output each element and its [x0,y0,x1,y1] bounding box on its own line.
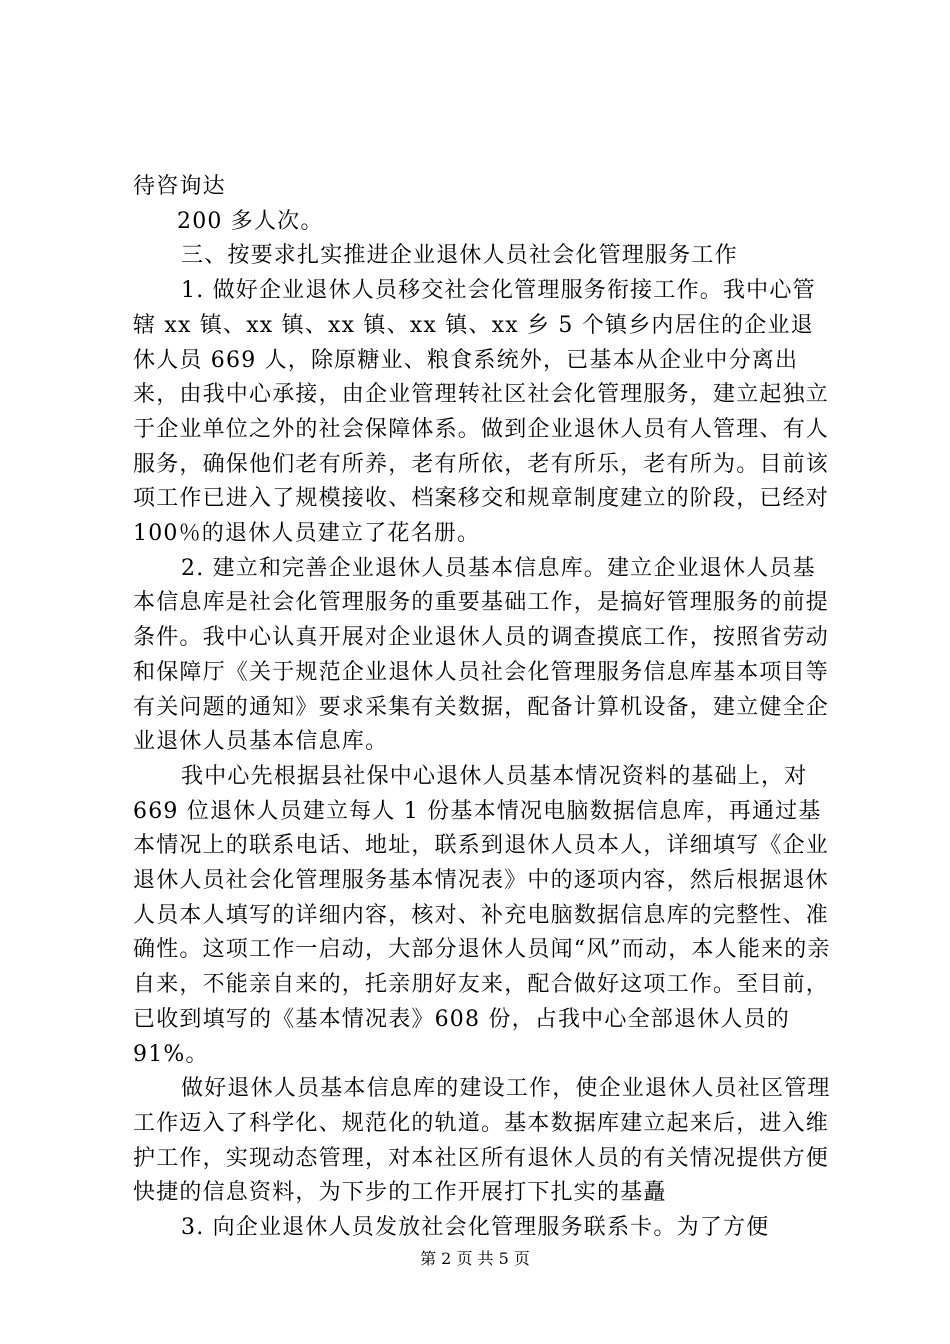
page-footer: 第 2 页 共 5 页 [420,1249,530,1268]
document-body [133,170,838,1246]
paragraph-item-1: 1. 做好企业退休人员移交社会化管理服务衔接工作。我中心管辖 xx 镇、xx 镇、xx 镇、xx 镇、xx 乡 5 个镇乡内居住的企业退休人员 669 人，除原糖业、粮食系统外，已基本从企业中分离出来，由我中心承接，由企业管理转社区社会化管理服务，建立起独立于企业单位之外的社会保障体系。做到企业退休人员有人管理、有人服务，确保他们老有所养，老有所依，老有所乐，老有所为。目前该项工作已进入了规模接收、档案移交和规章制度建立的阶段，已经对 100％的退休人员建立了花名册。 [133,278,838,547]
paragraph-count: 200 多人次。 [177,208,324,234]
paragraph-database-details: 我中心先根据县社保中心退休人员基本情况资料的基础上，对 669 位退休人员建立每人 1 份基本情况电脑数据信息库，再通过基本情况上的联系电话、地址，联系到退休人员本人，详细填写《企业退休人员社会化管理服务基本情况表》中的逐项内容，然后根据退休人员本人填写的详细内容，核对、补充电脑数据信息库的完整性、准确性。这项工作一启动，大部分退休人员闻“风”而动，本人能来的亲自来，不能亲自来的，托亲朋好友来，配合做好这项工作。至目前，已收到填写的《基本情况表》608 份，占我中心全部退休人员的 91%。 [133,763,831,1067]
paragraph-continuation: 待咨询达 [133,174,226,199]
paragraph-item-2: 2. 建立和完善企业退休人员基本信息库。建立企业退休人员基本信息库是社会化管理服务的重要基础工作，是搞好管理服务的前提条件。我中心认真开展对企业退休人员的调查摸底工作，按照省劳动和保障厅《关于规范企业退休人员社会化管理服务信息库基本项目等有关问题的通知》要求采集有关数据，配备计算机设备，建立健全企业退休人员基本信息库。 [133,555,830,755]
paragraph-database-summary: 做好退休人员基本信息库的建设工作，使企业退休人员社区管理工作迈入了科学化、规范化的轨道。基本数据库建立起来后，进入维护工作，实现动态管理，对本社区所有退休人员的有关情况提供方便快捷的信息资料，为下步的工作开展打下扎实的基矗 [133,1076,831,1206]
section-heading: 三、按要求扎实推进企业退休人员社会化管理服务工作 [181,243,738,269]
paragraph-item-3: 3. 向企业退休人员发放社会化管理服务联系卡。为了方便 [181,1215,770,1241]
